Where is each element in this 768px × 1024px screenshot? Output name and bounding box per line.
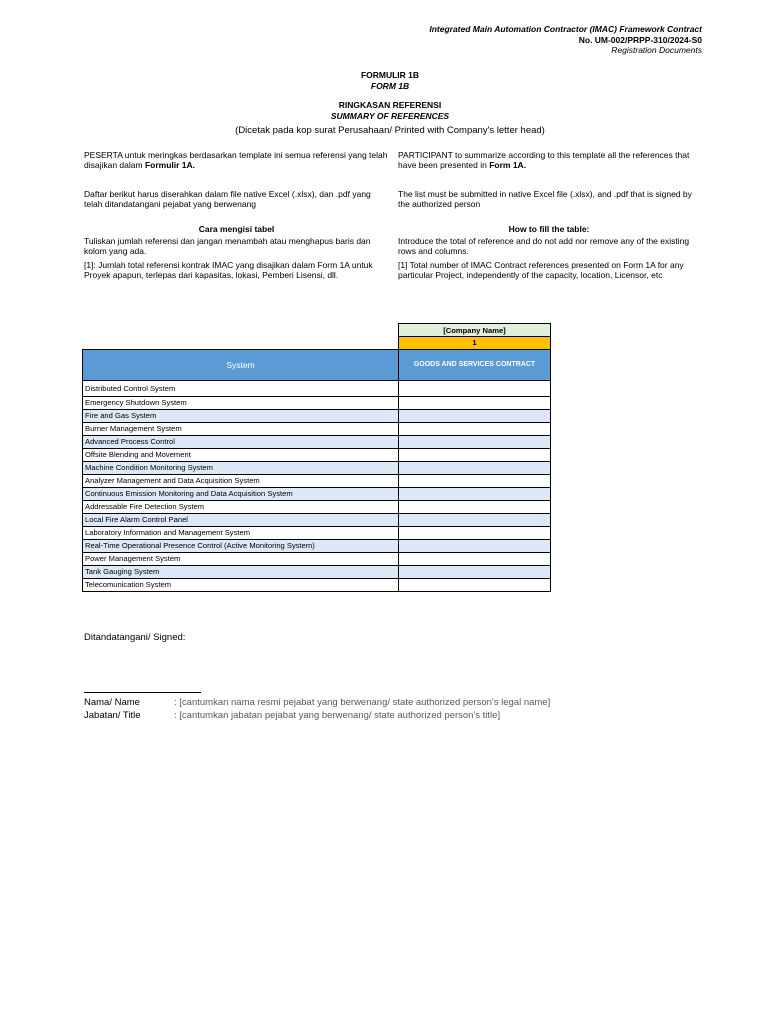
form-id: FORMULIR 1B bbox=[360, 70, 420, 80]
reference-count-cell[interactable] bbox=[399, 578, 551, 591]
system-column-header: System bbox=[83, 349, 399, 380]
table-row bbox=[83, 448, 551, 461]
fill-heading-left: Cara mengisi tabel bbox=[198, 224, 275, 234]
table-row bbox=[83, 513, 551, 526]
instruction-right-1-text: PARTICIPANT to summarize according to this template all the references that have been presented in bbox=[398, 150, 690, 170]
reference-count-cell[interactable] bbox=[399, 565, 551, 578]
title-row bbox=[84, 710, 500, 721]
contract-title: Integrated Main Automation Contractor (IMAC) Framework Contract bbox=[429, 24, 702, 34]
summary-title: RINGKASAN REFERENSI bbox=[338, 100, 442, 110]
table-row bbox=[83, 487, 551, 500]
reference-count-cell[interactable] bbox=[399, 513, 551, 526]
system-cell: Fire and Gas System bbox=[83, 409, 399, 422]
instruction-right-4: [1] Total number of IMAC Contract references presented on Form 1A for any particular Project, independently of the capacity, location, Licensor, etc bbox=[398, 260, 684, 280]
references-table bbox=[82, 323, 551, 592]
instruction-left-2: Daftar berikut harus diserahkan dalam file native Excel (.xlsx), dan .pdf yang telah ditandatangani pejabat yang berwenang bbox=[84, 189, 371, 209]
signed-label: Ditandatangani/ Signed: bbox=[84, 632, 186, 643]
name-field[interactable]: : [cantumkan nama resmi pejabat yang berwenang/ state authorized person's legal name] bbox=[174, 697, 551, 708]
reference-count-cell[interactable] bbox=[399, 448, 551, 461]
instruction-left-1-text: PESERTA untuk meringkas berdasarkan template ini semua referensi yang telah disajikan dalam bbox=[84, 150, 388, 170]
reference-count-cell[interactable] bbox=[399, 396, 551, 409]
instruction-left-1 bbox=[84, 150, 389, 170]
reference-count-cell[interactable] bbox=[399, 526, 551, 539]
instruction-left-4: [1]: Jumlah total referensi kontrak IMAC yang disajikan dalam Form 1A untuk Proyek apapun, terlepas dari kapasitas, lokasi, Pemberi Lisensi, dll. bbox=[84, 260, 373, 280]
table-row bbox=[83, 461, 551, 474]
system-cell: Telecomunication System bbox=[83, 578, 399, 591]
table-row bbox=[83, 565, 551, 578]
system-cell: Continuous Emission Monitoring and Data Acquisition System bbox=[83, 487, 399, 500]
system-cell: Burner Management System bbox=[83, 422, 399, 435]
title-field[interactable]: : [cantumkan jabatan pejabat yang berwenang/ state authorized person's title] bbox=[174, 710, 501, 721]
instruction-left-3: Tuliskan jumlah referensi dan jangan menambah atau menghapus baris dan kolom yang ada. bbox=[84, 236, 371, 256]
system-cell: Real-Time Operational Presence Control (Active Monitoring System) bbox=[83, 539, 399, 552]
title-label: Jabatan/ Title bbox=[84, 710, 141, 721]
instruction-right-2: The list must be submitted in native Excel file (.xlsx), and .pdf that is signed by the authorized person bbox=[398, 189, 692, 209]
system-cell: Machine Condition Monitoring System bbox=[83, 461, 399, 474]
table-row bbox=[83, 539, 551, 552]
instruction-right-1-bold: Form 1A. bbox=[489, 160, 527, 170]
system-cell: Tank Gauging System bbox=[83, 565, 399, 578]
reference-count-cell[interactable] bbox=[399, 474, 551, 487]
system-cell: Emergency Shutdown System bbox=[83, 396, 399, 409]
contract-column-header: GOODS AND SERVICES CONTRACT bbox=[399, 349, 551, 380]
table-row bbox=[83, 526, 551, 539]
instruction-right-1 bbox=[398, 150, 700, 170]
reference-count-cell[interactable] bbox=[399, 539, 551, 552]
reference-count-cell[interactable] bbox=[399, 380, 551, 396]
reference-count-cell[interactable] bbox=[399, 487, 551, 500]
instruction-left-1-bold: Formulir 1A. bbox=[144, 160, 196, 170]
reference-count-cell[interactable] bbox=[399, 500, 551, 513]
system-cell: Advanced Process Control bbox=[83, 435, 399, 448]
reference-count-cell[interactable] bbox=[399, 461, 551, 474]
reference-count-cell[interactable] bbox=[399, 435, 551, 448]
signature-line bbox=[84, 692, 201, 693]
reference-count-cell[interactable] bbox=[399, 422, 551, 435]
system-cell: Power Management System bbox=[83, 552, 399, 565]
contract-number: No. UM-002/PRPP-310/2024-S0 bbox=[578, 34, 702, 45]
table-row bbox=[83, 500, 551, 513]
company-name-cell[interactable]: [Company Name] bbox=[399, 324, 551, 337]
table-row bbox=[83, 422, 551, 435]
instruction-right-3: Introduce the total of reference and do not add nor remove any of the existing rows and columns. bbox=[398, 236, 690, 256]
name-row bbox=[84, 697, 550, 708]
table-row bbox=[83, 396, 551, 409]
form-id-en: FORM 1B bbox=[370, 81, 410, 91]
table-row bbox=[83, 380, 551, 396]
table-row bbox=[83, 578, 551, 591]
system-cell: Analyzer Management and Data Acquisition System bbox=[83, 474, 399, 487]
system-cell: Local Fire Alarm Control Panel bbox=[83, 513, 399, 526]
column-number-cell: 1 bbox=[399, 337, 551, 350]
system-cell: Addressable Fire Detection System bbox=[83, 500, 399, 513]
name-label: Nama/ Name bbox=[84, 697, 140, 708]
table-row bbox=[83, 409, 551, 422]
table-row bbox=[83, 435, 551, 448]
document-header bbox=[429, 24, 702, 56]
reference-count-cell[interactable] bbox=[399, 409, 551, 422]
summary-title-en: SUMMARY OF REFERENCES bbox=[330, 111, 450, 121]
system-cell: Offsite Blending and Movement bbox=[83, 448, 399, 461]
table-row bbox=[83, 474, 551, 487]
fill-heading-right: How to fill the table: bbox=[508, 224, 590, 234]
letterhead-note: (Dicetak pada kop surat Perusahaan/ Printed with Company's letter head) bbox=[235, 125, 545, 136]
reference-count-cell[interactable] bbox=[399, 552, 551, 565]
table-row bbox=[83, 552, 551, 565]
system-cell: Laboratory Information and Management System bbox=[83, 526, 399, 539]
document-category: Registration Documents bbox=[611, 45, 702, 55]
system-cell: Distributed Control System bbox=[83, 380, 399, 396]
